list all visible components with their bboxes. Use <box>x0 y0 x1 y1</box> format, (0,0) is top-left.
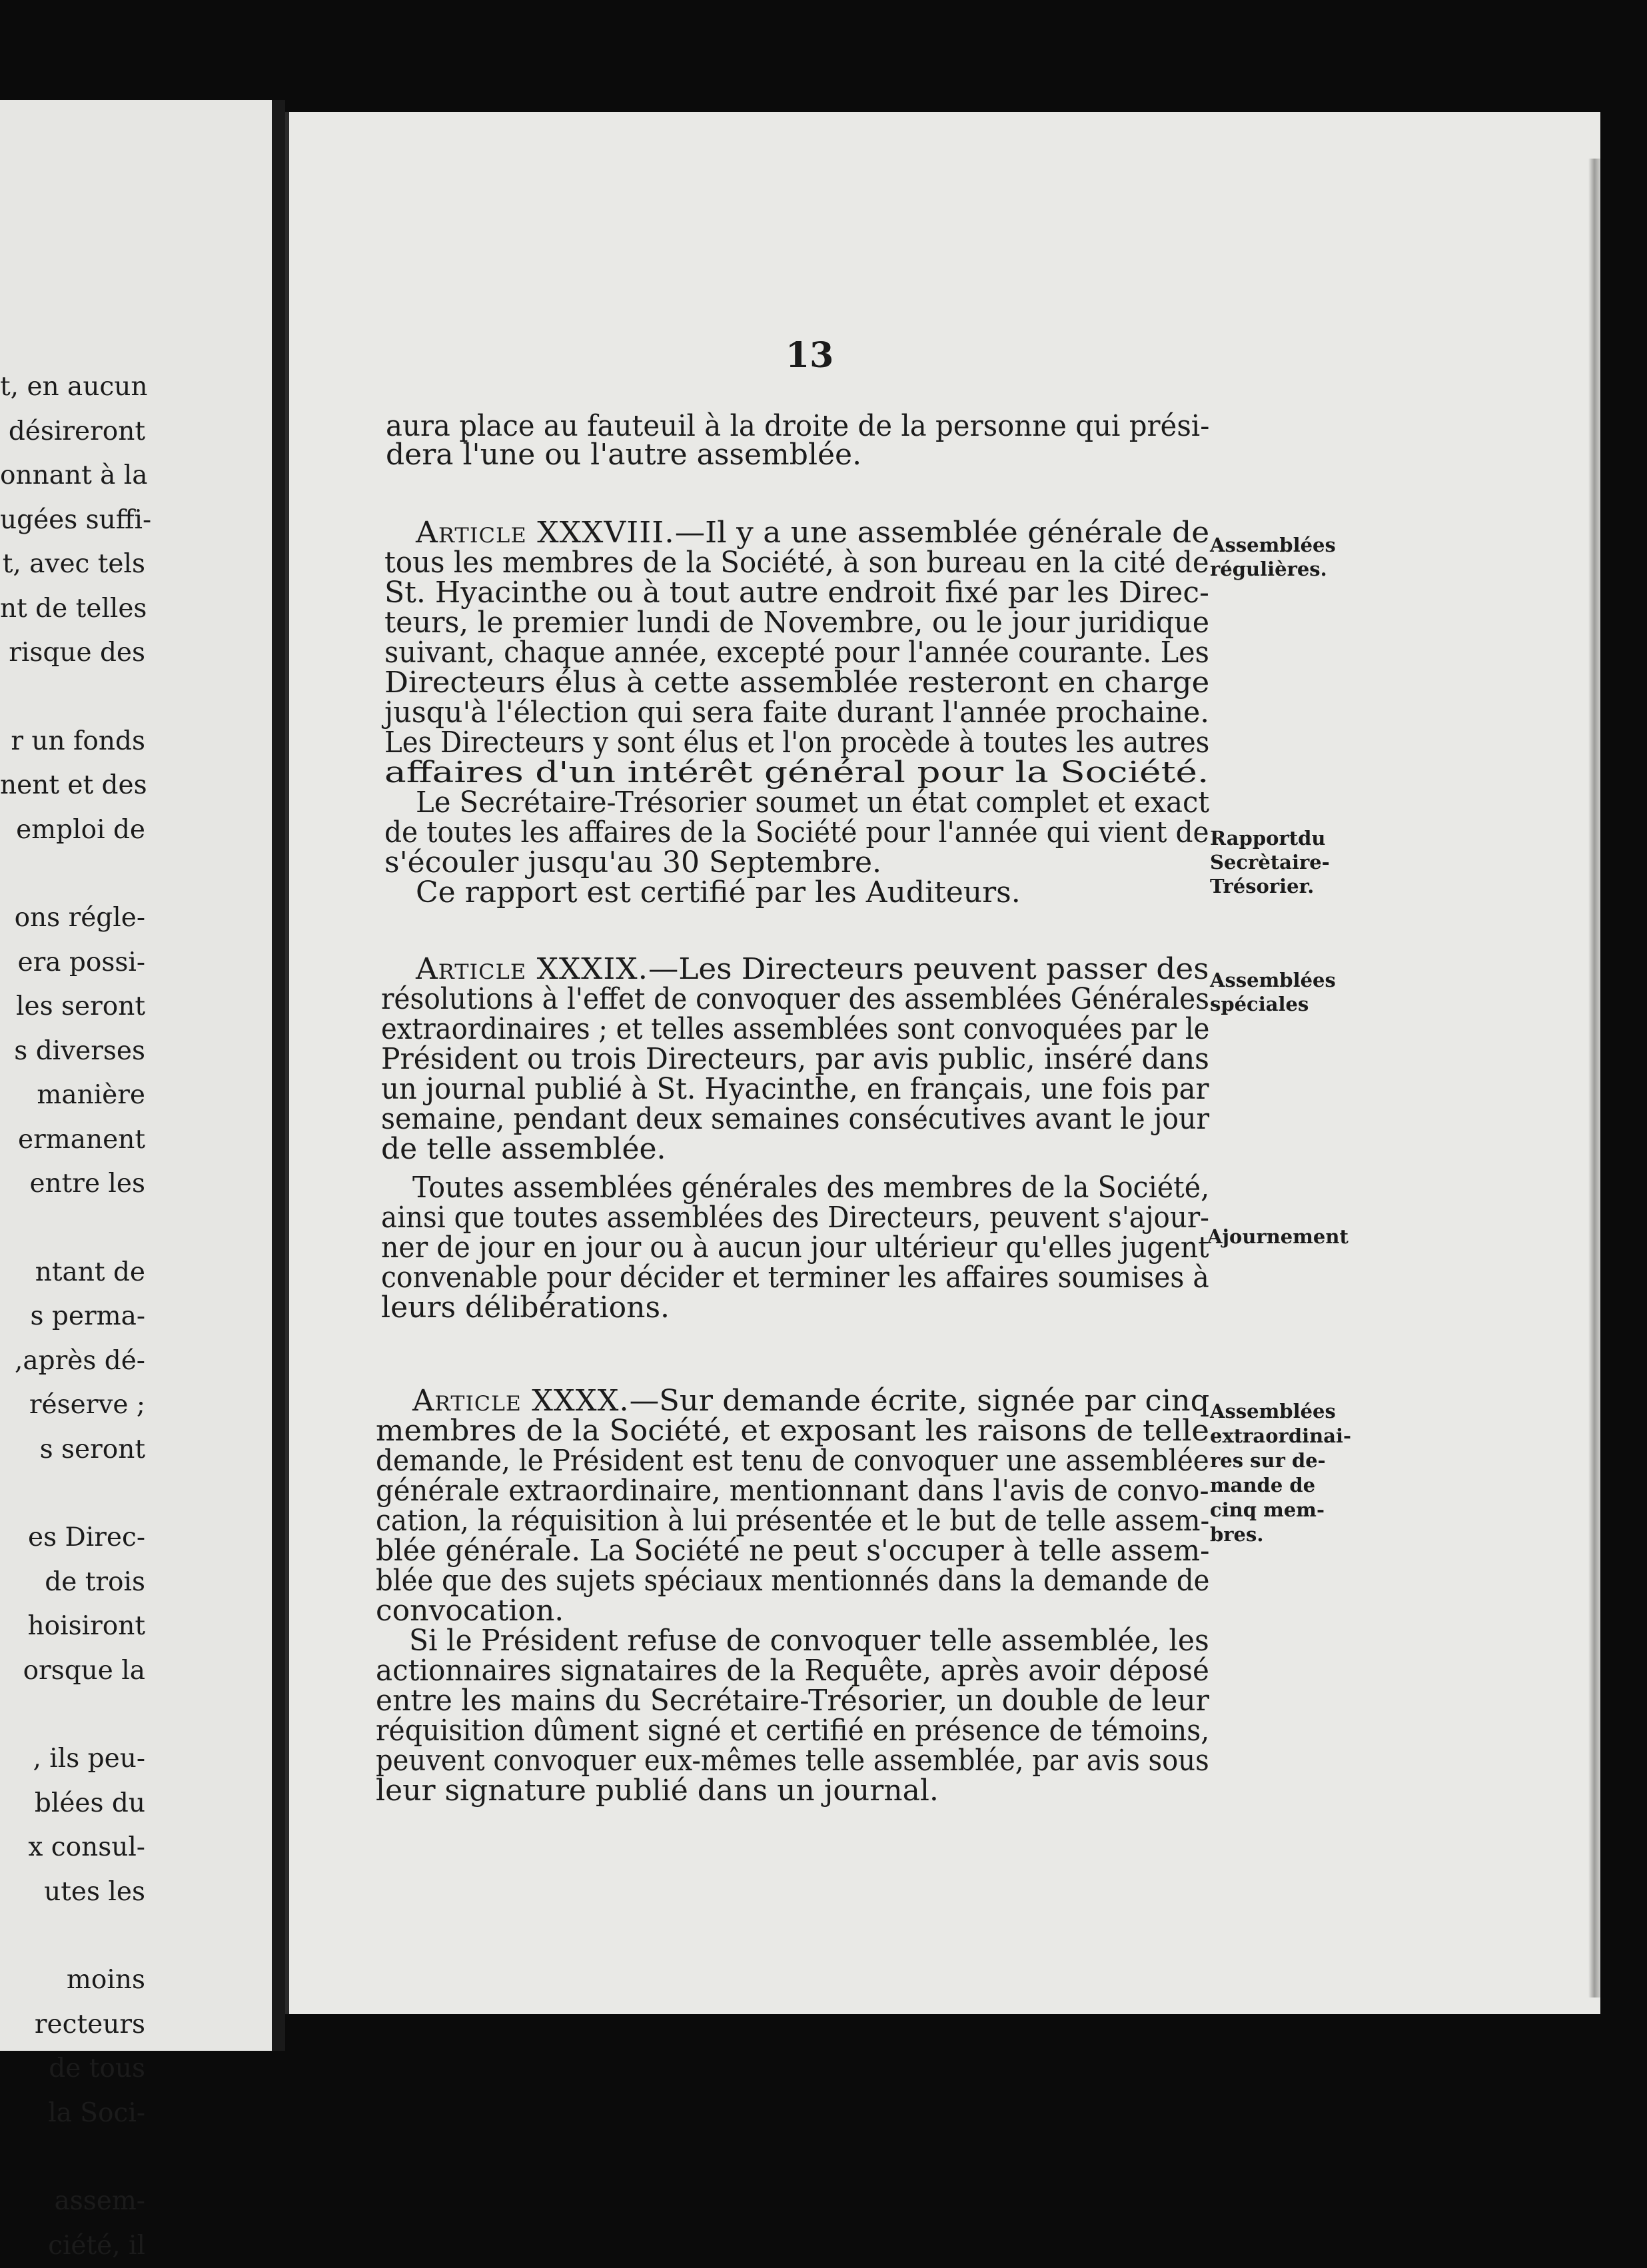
article-40-line: peuvent convoquer eux-mêmes telle assemblée, par avis sous <box>376 1744 1209 1778</box>
article-38-first-line <box>416 516 1209 550</box>
margin-note-assemblees-regulieres: Assemblées régulières. <box>1210 533 1336 581</box>
article-38-line: s'écouler jusqu'au 30 Septembre. <box>384 846 881 879</box>
left-line: ciété, il <box>0 2224 145 2268</box>
left-line: x consul- <box>0 1826 145 1870</box>
article-38-line: affaires d'un intérêt général pour la Société. <box>384 756 1209 790</box>
left-page-text <box>0 365 152 2268</box>
left-line: ons régle- <box>0 896 145 941</box>
article-40-line: convocation. <box>376 1594 564 1628</box>
article-40-first-line <box>412 1385 1209 1418</box>
article-39-line: leurs délibérations. <box>381 1291 670 1325</box>
article-38-line: suivant, chaque année, excepté pour l'année courante. Les <box>384 636 1209 670</box>
article-38-line: de toutes les affaires de la Société pour l'année qui vient de <box>384 816 1209 850</box>
left-line: emploi de <box>0 808 145 853</box>
article-38-line: Ce rapport est certifié par les Auditeurs. <box>416 876 1021 909</box>
article-39-line: —Les Directeurs peuvent passer des <box>648 952 1209 986</box>
main-page <box>285 112 1600 2014</box>
article-40-line: réquisition dûment signé et certifié en présence de témoins, <box>376 1714 1209 1748</box>
margin-note-rapport-secretaire: Rapportdu Secrètaire- Trésorier. <box>1210 826 1330 898</box>
article-40-title: Article XXXX. <box>412 1384 630 1418</box>
article-39-line: un journal publié à St. Hyacinthe, en français, une fois par <box>381 1073 1209 1106</box>
article-40-line: actionnaires signataires de la Requête, après avoir déposé <box>376 1654 1209 1688</box>
article-40-line: demande, le Président est tenu de convoquer une assemblée <box>376 1444 1209 1478</box>
page-number: 13 <box>786 335 833 376</box>
left-line: t, en aucun <box>0 365 145 410</box>
left-line: entre les <box>0 1162 145 1207</box>
article-40-line: blée générale. La Société ne peut s'occuper à telle assem- <box>376 1534 1209 1568</box>
article-40-line: membres de la Société, et exposant les raisons de telle <box>376 1415 1209 1448</box>
page-gutter <box>272 100 285 2051</box>
left-line: orsque la <box>0 1649 145 1694</box>
left-line: s diverses <box>0 1029 145 1074</box>
left-line: ugées suffi- <box>0 498 145 543</box>
left-line: s seront <box>0 1428 145 1472</box>
left-line: r un fonds <box>0 720 145 764</box>
left-line: réserve ; <box>0 1383 145 1428</box>
left-line: les seront <box>0 985 145 1029</box>
article-38-line: teurs, le premier lundi de Novembre, ou le jour juridique <box>384 606 1209 640</box>
article-38-line: Le Secrétaire-Trésorier soumet un état complet et exact <box>416 786 1209 820</box>
left-line: hoisiront <box>0 1604 145 1649</box>
article-40-line: cation, la réquisition à lui présentée et le but de telle assem- <box>376 1504 1209 1538</box>
left-line: risque des <box>0 631 145 676</box>
article-40-line: Si le Président refuse de convoquer telle assemblée, les <box>409 1624 1209 1658</box>
intro-line: aura place au fauteuil à la droite de la personne qui prési- <box>386 410 1209 443</box>
article-40-line: blée que des sujets spéciaux mentionnés dans la demande de <box>376 1564 1209 1598</box>
left-line: nent et des <box>0 764 145 808</box>
left-line: es Direc- <box>0 1516 145 1560</box>
article-40-line: générale extraordinaire, mentionnant dans l'avis de convo- <box>376 1474 1209 1508</box>
margin-note-assemblees-extraordinaires: Assemblées extraordinai- res sur de- mande de cinq mem- bres. <box>1210 1399 1351 1547</box>
article-40-line: entre les mains du Secrétaire-Trésorier, un double de leur <box>376 1684 1209 1718</box>
article-38-line: Les Directeurs y sont élus et l'on procède à toutes les autres <box>384 726 1209 760</box>
left-line: utes les <box>0 1870 145 1915</box>
left-line: de trois <box>0 1560 145 1605</box>
article-39-title: Article XXXIX. <box>416 952 648 986</box>
article-38-line: jusqu'à l'élection qui sera faite durant l'année prochaine. <box>384 696 1209 730</box>
margin-note-ajournement: Ajournement <box>1207 1225 1349 1249</box>
left-line: recteurs <box>0 2003 145 2047</box>
left-line: ermanent <box>0 1118 145 1163</box>
article-39-line: Président ou trois Directeurs, par avis public, inséré dans <box>381 1043 1209 1076</box>
left-line: , ils peu- <box>0 1737 145 1782</box>
left-line: manière <box>0 1073 145 1118</box>
article-40-line: leur signature publié dans un journal. <box>376 1774 939 1808</box>
left-line: ntant de <box>0 1251 145 1295</box>
left-line: moins <box>0 1958 145 2003</box>
article-38-line: Directeurs élus à cette assemblée resteront en charge <box>384 666 1209 700</box>
left-line: nt de telles <box>0 587 145 632</box>
left-page-fragment <box>0 100 272 2051</box>
page-body <box>289 112 1600 2014</box>
article-39-line: résolutions à l'effet de convoquer des assemblées Générales <box>381 983 1209 1016</box>
article-40-line: —Sur demande écrite, signée par cinq <box>630 1384 1210 1418</box>
article-39-line: ainsi que toutes assemblées des Directeurs, peuvent s'ajour- <box>381 1201 1209 1235</box>
left-line: de tous <box>0 2047 145 2091</box>
left-line: t, avec tels <box>0 542 145 587</box>
article-39-line: de telle assemblée. <box>381 1133 666 1166</box>
left-line: s perma- <box>0 1295 145 1339</box>
margin-note-assemblees-speciales: Assemblées spéciales <box>1210 968 1336 1016</box>
article-39-line: convenable pour décider et terminer les affaires soumises à <box>381 1261 1209 1295</box>
left-line: blées du <box>0 1782 145 1826</box>
left-line: assem- <box>0 2179 145 2224</box>
article-38-title: Article XXXVIII. <box>416 516 675 550</box>
article-39-line: semaine, pendant deux semaines consécutives avant le jour <box>381 1103 1209 1136</box>
left-line: era possi- <box>0 941 145 985</box>
left-line: onnant à la <box>0 454 145 498</box>
left-line: la Soci- <box>0 2091 145 2136</box>
article-39-line: ner de jour en jour ou à aucun jour ultérieur qu'elles jugent <box>381 1231 1209 1265</box>
left-line: ,après dé- <box>0 1339 145 1384</box>
article-38-line: —Il y a une assemblée générale de <box>675 516 1209 550</box>
article-38-line: tous les membres de la Société, à son bureau en la cité de <box>384 546 1209 580</box>
article-39-first-line <box>416 953 1209 986</box>
left-line: désireront <box>0 410 145 454</box>
intro-line: dera l'une ou l'autre assemblée. <box>386 438 861 472</box>
article-39-line: Toutes assemblées générales des membres de la Société, <box>412 1171 1209 1205</box>
article-38-line: St. Hyacinthe ou à tout autre endroit fixé par les Direc- <box>384 576 1209 610</box>
article-39-line: extraordinaires ; et telles assemblées sont convoquées par le <box>381 1013 1209 1046</box>
